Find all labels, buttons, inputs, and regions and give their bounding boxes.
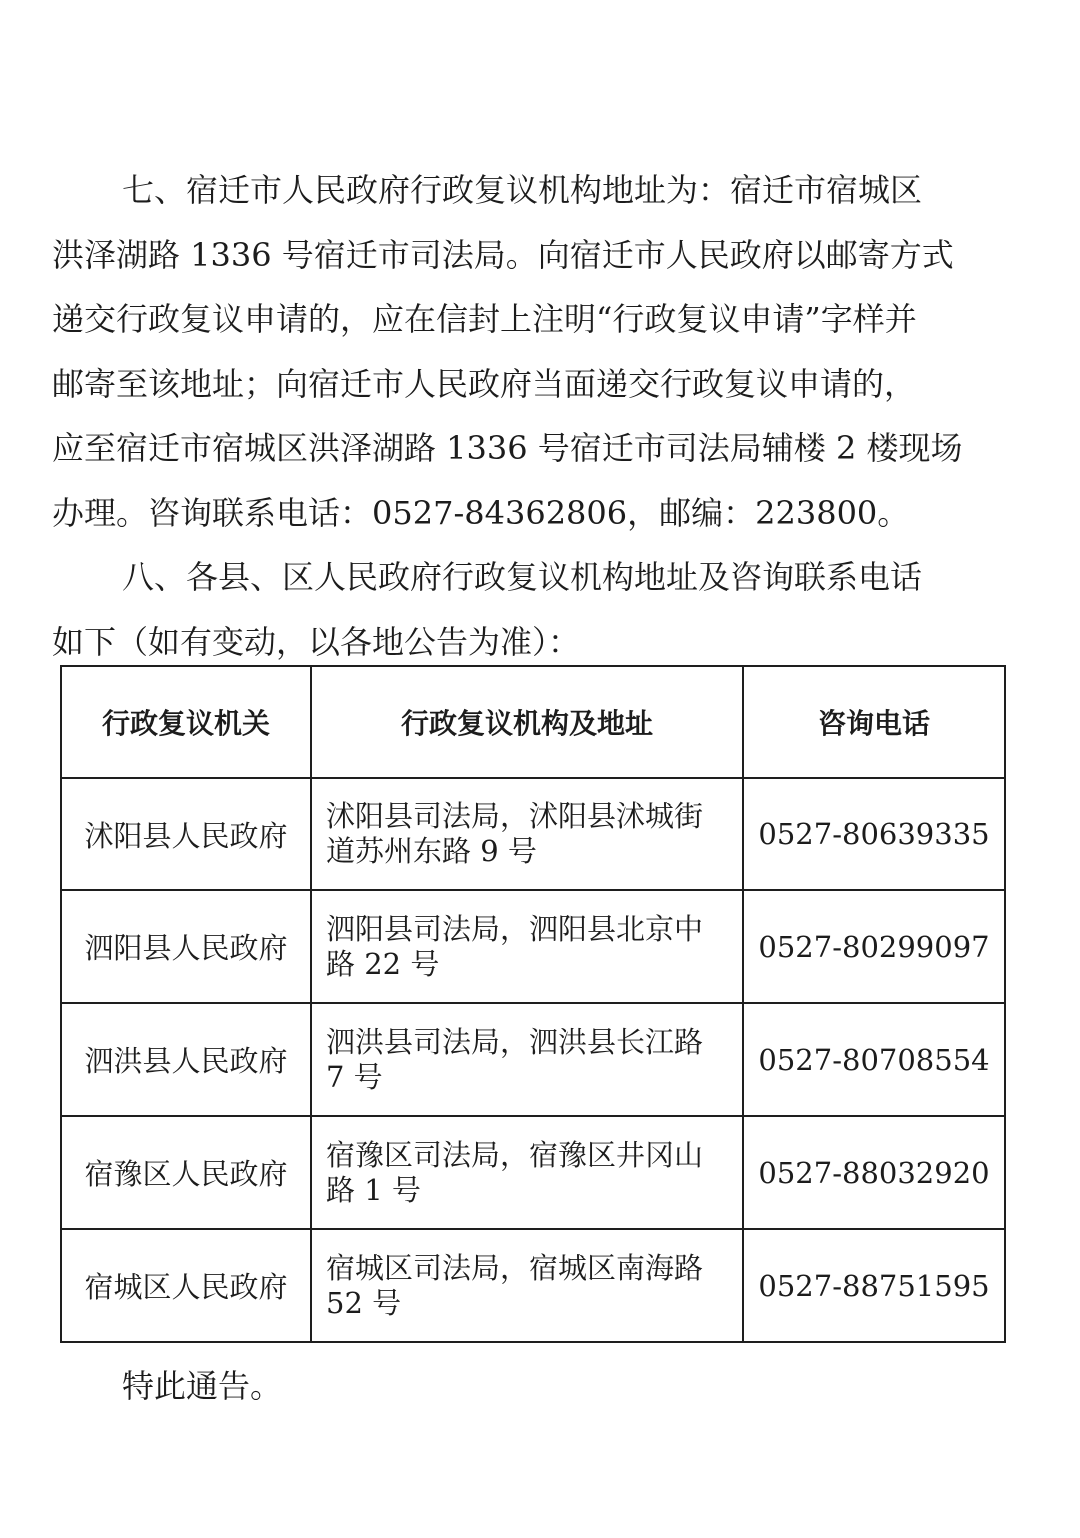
- text-line: 洪泽湖路 1336 号宿迁市司法局。向宿迁市人民政府以邮寄方式: [52, 235, 954, 274]
- address-line: 52 号: [326, 1285, 402, 1320]
- address-line: 道苏州东路 9 号: [326, 834, 537, 868]
- text-line: 七、宿迁市人民政府行政复议机构地址为：宿迁市宿城区: [122, 171, 923, 209]
- table-row: [61, 1003, 1005, 1116]
- phone-cell: 0527-80708554: [743, 1003, 1005, 1116]
- agency-cell: 泗洪县人民政府: [61, 1003, 311, 1116]
- agency-cell: 沭阳县人民政府: [61, 778, 311, 890]
- table-row: [61, 1229, 1005, 1342]
- phone-cell: 0527-88032920: [743, 1116, 1005, 1229]
- agency-cell: 宿城区人民政府: [61, 1229, 311, 1342]
- agency-cell: 泗阳县人民政府: [61, 890, 311, 1003]
- agency-table: [60, 665, 1006, 1343]
- section-7-paragraph: [52, 158, 1020, 545]
- phone-cell: 0527-80639335: [743, 778, 1005, 890]
- text-line: 应至宿迁市宿城区洪泽湖路 1336 号宿迁市司法局辅楼 2 楼现场: [52, 429, 963, 467]
- address-line: 宿城区司法局，宿城区南海路: [326, 1250, 704, 1285]
- agency-cell: 宿豫区人民政府: [61, 1116, 311, 1229]
- text-line: 如下（如有变动，以各地公告为准）：: [52, 622, 581, 661]
- address-cell: [311, 1229, 743, 1342]
- text-line: 递交行政复议申请的，应在信封上注明“行政复议申请”字样并: [52, 300, 917, 338]
- address-cell: [311, 1003, 743, 1116]
- text-line: 八、各县、区人民政府行政复议机构地址及咨询联系电话: [122, 558, 923, 596]
- address-line: 泗阳县司法局，泗阳县北京中: [326, 911, 704, 946]
- phone-cell: 0527-80299097: [743, 890, 1005, 1003]
- address-line: 沭阳县司法局，沭阳县沭城街: [326, 799, 704, 833]
- text-line: 办理。咨询联系电话：0527-84362806，邮编：223800。: [52, 493, 910, 532]
- header-institution-address: 行政复议机构及地址: [311, 666, 743, 778]
- closing-statement: 特此通告。: [122, 1367, 283, 1405]
- section-8-paragraph: [52, 545, 1020, 674]
- address-line: 宿豫区司法局，宿豫区井冈山: [326, 1137, 704, 1172]
- address-cell: [311, 890, 743, 1003]
- address-line: 路 1 号: [326, 1172, 421, 1207]
- header-phone: 咨询电话: [743, 666, 1005, 778]
- text-line: 邮寄至该地址；向宿迁市人民政府当面递交行政复议申请的，: [52, 364, 917, 403]
- table-row: [61, 890, 1005, 1003]
- table-row: [61, 778, 1005, 890]
- table-row: [61, 1116, 1005, 1229]
- address-line: 泗洪县司法局，泗洪县长江路: [326, 1024, 704, 1059]
- address-line: 7 号: [326, 1059, 383, 1094]
- address-cell: [311, 1116, 743, 1229]
- address-cell: [311, 778, 743, 890]
- phone-cell: 0527-88751595: [743, 1229, 1005, 1342]
- address-line: 路 22 号: [326, 946, 440, 981]
- table-header-row: [61, 666, 1005, 778]
- header-agency: 行政复议机关: [61, 666, 311, 778]
